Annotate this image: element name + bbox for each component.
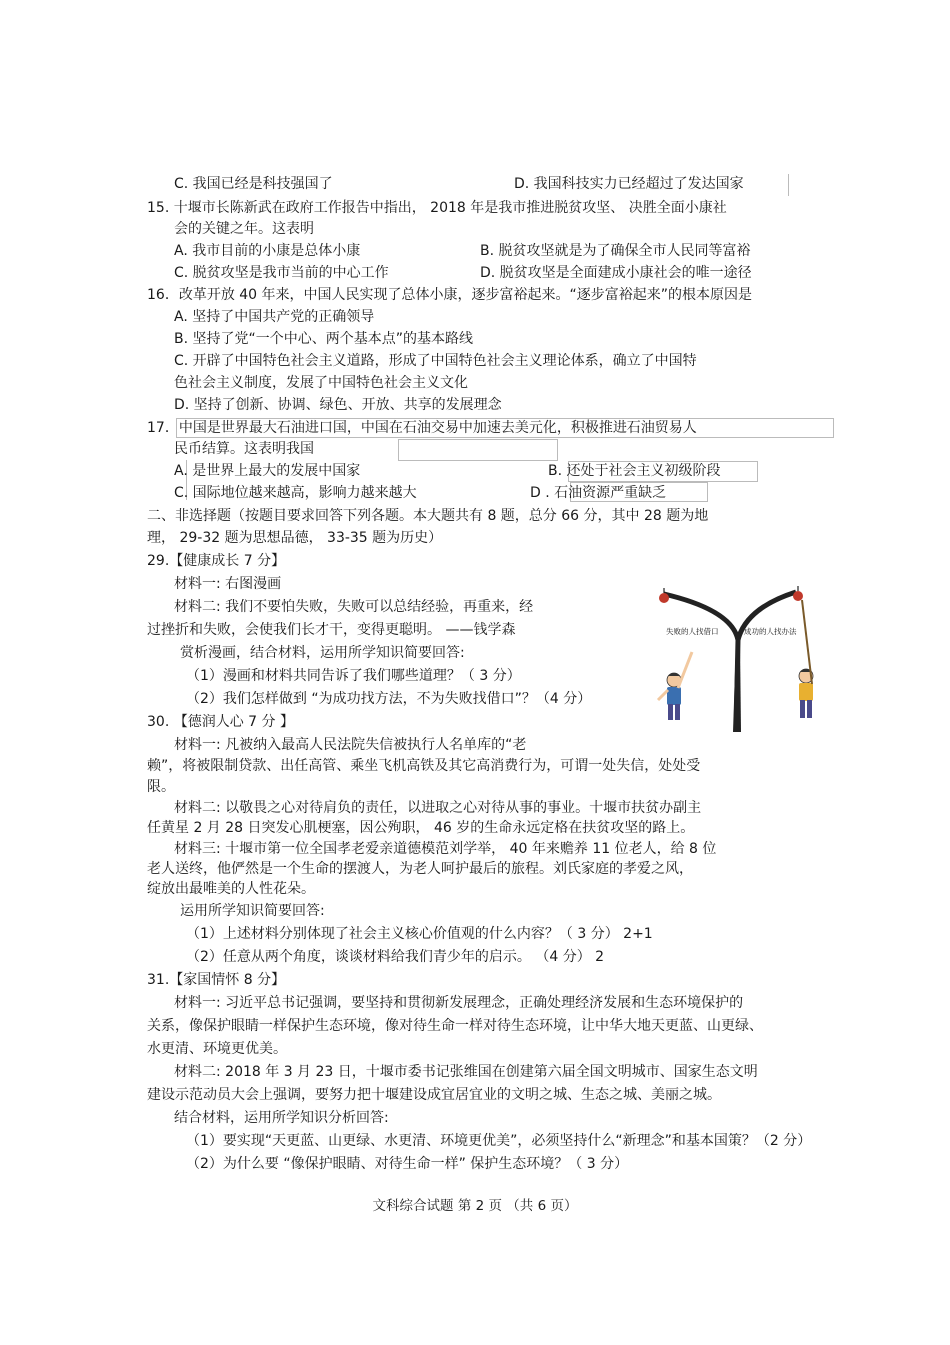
comic-left-label: 失败的人找借口	[666, 627, 719, 636]
q16-option-d: D. 坚持了创新、协调、绿色、开放、共享的发展理念	[174, 397, 502, 413]
q29-material2-line1: 材料二: 我们不要怕失败，失败可以总结经验，再重来，经	[174, 599, 534, 615]
q31-material1-line1: 材料一: 习近平总书记强调，要坚持和贯彻新发展理念，正确处理经济发展和生态环境保护的	[174, 995, 744, 1011]
q31-question1: （1）要实现“天更蓝、山更绿、水更清、环境更优美”，必须坚持什么“新理念”和基本国策？（2 分）	[186, 1133, 812, 1149]
q15-option-a: A. 我市目前的小康是总体小康	[174, 243, 361, 259]
q30-material2-line1: 材料二: 以敬畏之心对待肩负的责任，以进取之心对待从事的事业。十堰市扶贫办副主	[174, 800, 702, 816]
q30-question1: （1）上述材料分别体现了社会主义核心价值观的什么内容？（ 3 分） 2+1	[186, 926, 653, 942]
q30-question2: （2）任意从两个角度，谈谈材料给我们青少年的启示。 （4 分） 2	[186, 949, 605, 965]
q16-option-a: A. 坚持了中国共产党的正确领导	[174, 309, 375, 325]
q17-option-c: C. 国际地位越来越高，影响力越来越大	[174, 485, 417, 501]
q30-instruction: 运用所学知识简要回答:	[180, 903, 325, 919]
failing-person-figure	[658, 652, 692, 720]
q15-stem-line2: 会的关键之年。这表明	[174, 221, 314, 237]
q30-material1-line2: 赖”，将被限制贷款、出任高管、乘坐飞机高铁及其它高消费行为，可谓一处失信，处处受	[147, 758, 701, 774]
q15-option-c: C. 脱贫攻坚是我市当前的中心工作	[174, 265, 389, 281]
succeeding-person-figure	[799, 600, 813, 718]
q31-material1-line3: 水更清、环境更优美。	[147, 1041, 287, 1057]
comic-illustration	[628, 580, 850, 732]
q29-material1: 材料一: 右图漫画	[174, 576, 282, 592]
q17-option-b: B. 还处于社会主义初级阶段	[548, 463, 721, 479]
q31-material2-line2: 建设示范动员大会上强调，要努力把十堰建设成宜居宜业的文明之城、生态之城、美丽之城。	[147, 1087, 721, 1103]
q29-question1: （1）漫画和材料共同告诉了我们哪些道理？（ 3 分）	[186, 668, 521, 684]
q30-material2-line2: 任黄星 2 月 28 日突发心肌梗塞，因公殉职， 46 岁的生命永远定格在扶贫攻坚的路上。	[147, 820, 695, 836]
q17-stem-line1: 17．中国是世界最大石油进口国，中国在石油交易中加速去美元化，积极推进石油贸易人	[147, 420, 697, 436]
tree-trunk	[733, 642, 741, 732]
q16-option-c-line2: 色社会主义制度，发展了中国特色社会主义文化	[174, 375, 468, 391]
q15-option-b: B. 脱贫攻坚就是为了确保全市人民同等富裕	[480, 243, 751, 259]
q30-title: 30. 【德润人心 7 分 】	[147, 714, 294, 730]
q31-material2-line1: 材料二: 2018 年 3 月 23 日，十堰市委书记张维国在创建第六届全国文明城市、国家生态文明	[174, 1064, 758, 1080]
q15-stem-line1: 15. 十堰市长陈新武在政府工作报告中指出， 2018 年是我市推进脱贫攻坚、 决胜全面小康社	[147, 200, 727, 216]
q17-option-d: D . 石油资源严重缺乏	[530, 485, 667, 501]
q31-title: 31.【家国情怀 8 分】	[147, 972, 286, 988]
page-footer: 文科综合试题 第 2 页 （共 6 页）	[372, 1198, 578, 1214]
fruit-right-icon	[793, 591, 803, 601]
q31-instruction: 结合材料，运用所学知识分析回答:	[174, 1110, 389, 1126]
q29-title: 29.【健康成长 7 分】	[147, 553, 286, 569]
q16-stem: 16．改革开放 40 年来，中国人民实现了总体小康，逐步富裕起来。“逐步富裕起来”的根本原因是	[147, 287, 753, 303]
scan-artifact-box	[398, 439, 558, 461]
q30-material3-line2: 老人送终，他俨然是一个生命的摆渡人，为老人呵护最后的旅程。刘氏家庭的孝爱之风，	[147, 861, 693, 877]
q30-material3-line1: 材料三: 十堰市第一位全国孝老爱亲道德模范刘学举， 40 年来赡养 11 位老人，给 8 位	[174, 841, 717, 857]
q30-material1-line1: 材料一: 凡被纳入最高人民法院失信被执行人名单库的“老	[174, 737, 527, 753]
section2-heading-line1: 二、非选择题（按题目要求回答下列各题。本大题共有 8 题，总分 66 分，其中 28 题为地	[147, 508, 709, 524]
q15-option-d: D. 脱贫攻坚是全面建成小康社会的唯一途径	[480, 265, 752, 281]
q31-question2: （2）为什么要 “像保护眼睛、对待生命一样” 保护生态环境？（ 3 分）	[186, 1156, 629, 1172]
q14-option-c: C. 我国已经是科技强国了	[174, 176, 333, 192]
q17-stem-line2: 民币结算。这表明我国	[174, 441, 314, 457]
q30-material3-line3: 绽放出最唯美的人性花朵。	[147, 881, 315, 897]
fruit-left-icon	[659, 593, 669, 603]
q29-question2: （2）我们怎样做到 “为成功找方法，不为失败找借口”？（4 分）	[186, 691, 592, 707]
q29-instruction: 赏析漫画，结合材料，运用所学知识简要回答:	[180, 645, 465, 661]
comic-right-label: 成功的人找办法	[744, 627, 797, 636]
q17-option-a: A. 是世界上最大的发展中国家	[174, 463, 361, 479]
q29-material2-line2: 过挫折和失败，会使我们长才干，变得更聪明。 ——钱学森	[147, 622, 516, 638]
q14-option-d: D. 我国科技实力已经超过了发达国家	[514, 176, 744, 192]
q31-material1-line2: 关系，像保护眼睛一样保护生态环境，像对待生命一样对待生态环境，让中华大地天更蓝、山更绿、	[147, 1018, 763, 1034]
q16-option-b: B. 坚持了党“一个中心、两个基本点”的基本路线	[174, 331, 474, 347]
section2-heading-line2: 理， 29-32 题为思想品德， 33-35 题为历史）	[147, 530, 443, 546]
q16-option-c-line1: C. 开辟了中国特色社会主义道路，形成了中国特色社会主义理论体系，确立了中国特	[174, 353, 697, 369]
scan-artifact-line	[788, 174, 789, 196]
q30-material1-line3: 限。	[147, 779, 175, 795]
